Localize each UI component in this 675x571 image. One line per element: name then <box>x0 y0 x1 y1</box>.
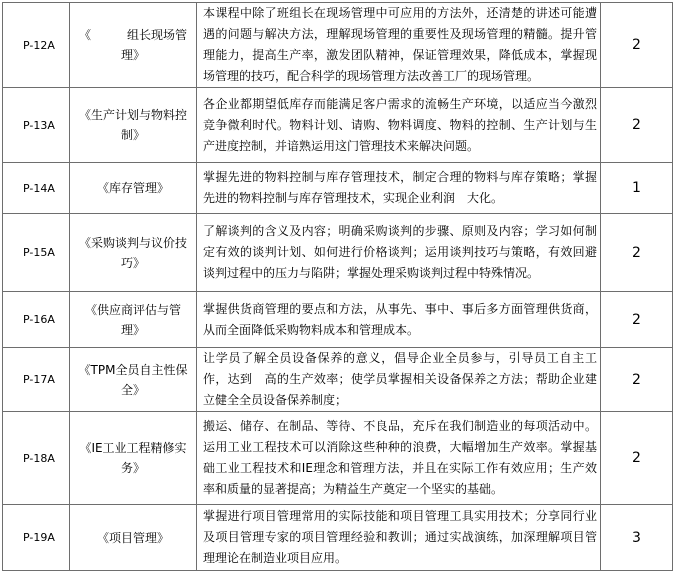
table-row <box>3 412 673 505</box>
course-description: 了解谈判的含义及内容；明确采购谈判的步骤、原则及内容；学习如何制定有效的谈判计划、如何进行价格谈判；运用谈判技巧与策略，有效回避谈判过程中的压力与陷阱；掌握处理采购谈判过程中特殊情况。 <box>197 214 601 292</box>
table-row <box>3 505 673 571</box>
course-name: 《供应商评估与管理》 <box>70 292 197 348</box>
course-description: 各企业都期望低库存而能满足客户需求的流畅生产环境，以适应当今激烈竞争微利时代。物料计划、请购、物料调度、物料的控制、生产计划与生产进度控制，并谙熟运用这门管理技术来解决问题。 <box>197 88 601 163</box>
course-description: 本课程中除了班组长在现场管理中可应用的方法外，还清楚的讲述可能遭遇的问题与解决方法，理解现场管理的重要性及现场管理的精髓。提升管理能力，提高生产率，激发团队精神，保证管理效果，降低成本，掌握现场管理的技巧，配合科学的现场管理方法改善工厂的现场管理。 <box>197 3 601 88</box>
course-code: P-19A <box>3 505 70 571</box>
table-row <box>3 348 673 412</box>
course-days: 1 <box>601 163 673 214</box>
course-name: 《项目管理》 <box>70 505 197 571</box>
course-name: 《生产计划与物料控制》 <box>70 88 197 163</box>
course-code: P-12A <box>3 3 70 88</box>
table-row <box>3 214 673 292</box>
course-name: 《 组长现场管理》 <box>70 3 197 88</box>
course-days: 3 <box>601 505 673 571</box>
table-row <box>3 292 673 348</box>
course-code: P-13A <box>3 88 70 163</box>
table-row <box>3 163 673 214</box>
course-days: 2 <box>601 3 673 88</box>
course-code: P-16A <box>3 292 70 348</box>
course-days: 2 <box>601 412 673 505</box>
course-description: 掌握进行项目管理常用的实际技能和项目管理工具实用技术；分享同行业及项目管理专家的项目管理经验和教训；通过实战演练，加深理解项目管理理论在制造业项目应用。 <box>197 505 601 571</box>
course-name: 《采购谈判与议价技巧》 <box>70 214 197 292</box>
course-days: 2 <box>601 348 673 412</box>
course-code: P-14A <box>3 163 70 214</box>
course-code: P-18A <box>3 412 70 505</box>
course-days: 2 <box>601 292 673 348</box>
course-name: 《TPM全员自主性保全》 <box>70 348 197 412</box>
course-name: 《IE工业工程精修实务》 <box>70 412 197 505</box>
table-row <box>3 3 673 88</box>
course-code: P-15A <box>3 214 70 292</box>
course-name: 《库存管理》 <box>70 163 197 214</box>
course-table <box>2 2 673 571</box>
course-days: 2 <box>601 88 673 163</box>
course-days: 2 <box>601 214 673 292</box>
course-description: 掌握先进的物料控制与库存管理技术，制定合理的物料与库存策略；掌握先进的物料控制与库存管理技术，实现企业利润 大化。 <box>197 163 601 214</box>
table-row <box>3 88 673 163</box>
course-code: P-17A <box>3 348 70 412</box>
course-description: 让学员了解全员设备保养的意义，倡导企业全员参与，引导员工自主工作，达到 高的生产效率；使学员掌握相关设备保养之方法；帮助企业建立健全全员设备保养制度； <box>197 348 601 412</box>
course-description: 掌握供货商管理的要点和方法，从事先、事中、事后多方面管理供货商，从而全面降低采购物料成本和管理成本。 <box>197 292 601 348</box>
course-description: 搬运、储存、在制品、等待、不良品，充斥在我们制造业的每项活动中。运用工业工程技术可以消除这些种种的浪费，大幅增加生产效率。掌握基础工业工程技术和IE理念和管理方法，并且在实际工作有效应用；生产效率和质量的显著提高；为精益生产奠定一个坚实的基础。 <box>197 412 601 505</box>
